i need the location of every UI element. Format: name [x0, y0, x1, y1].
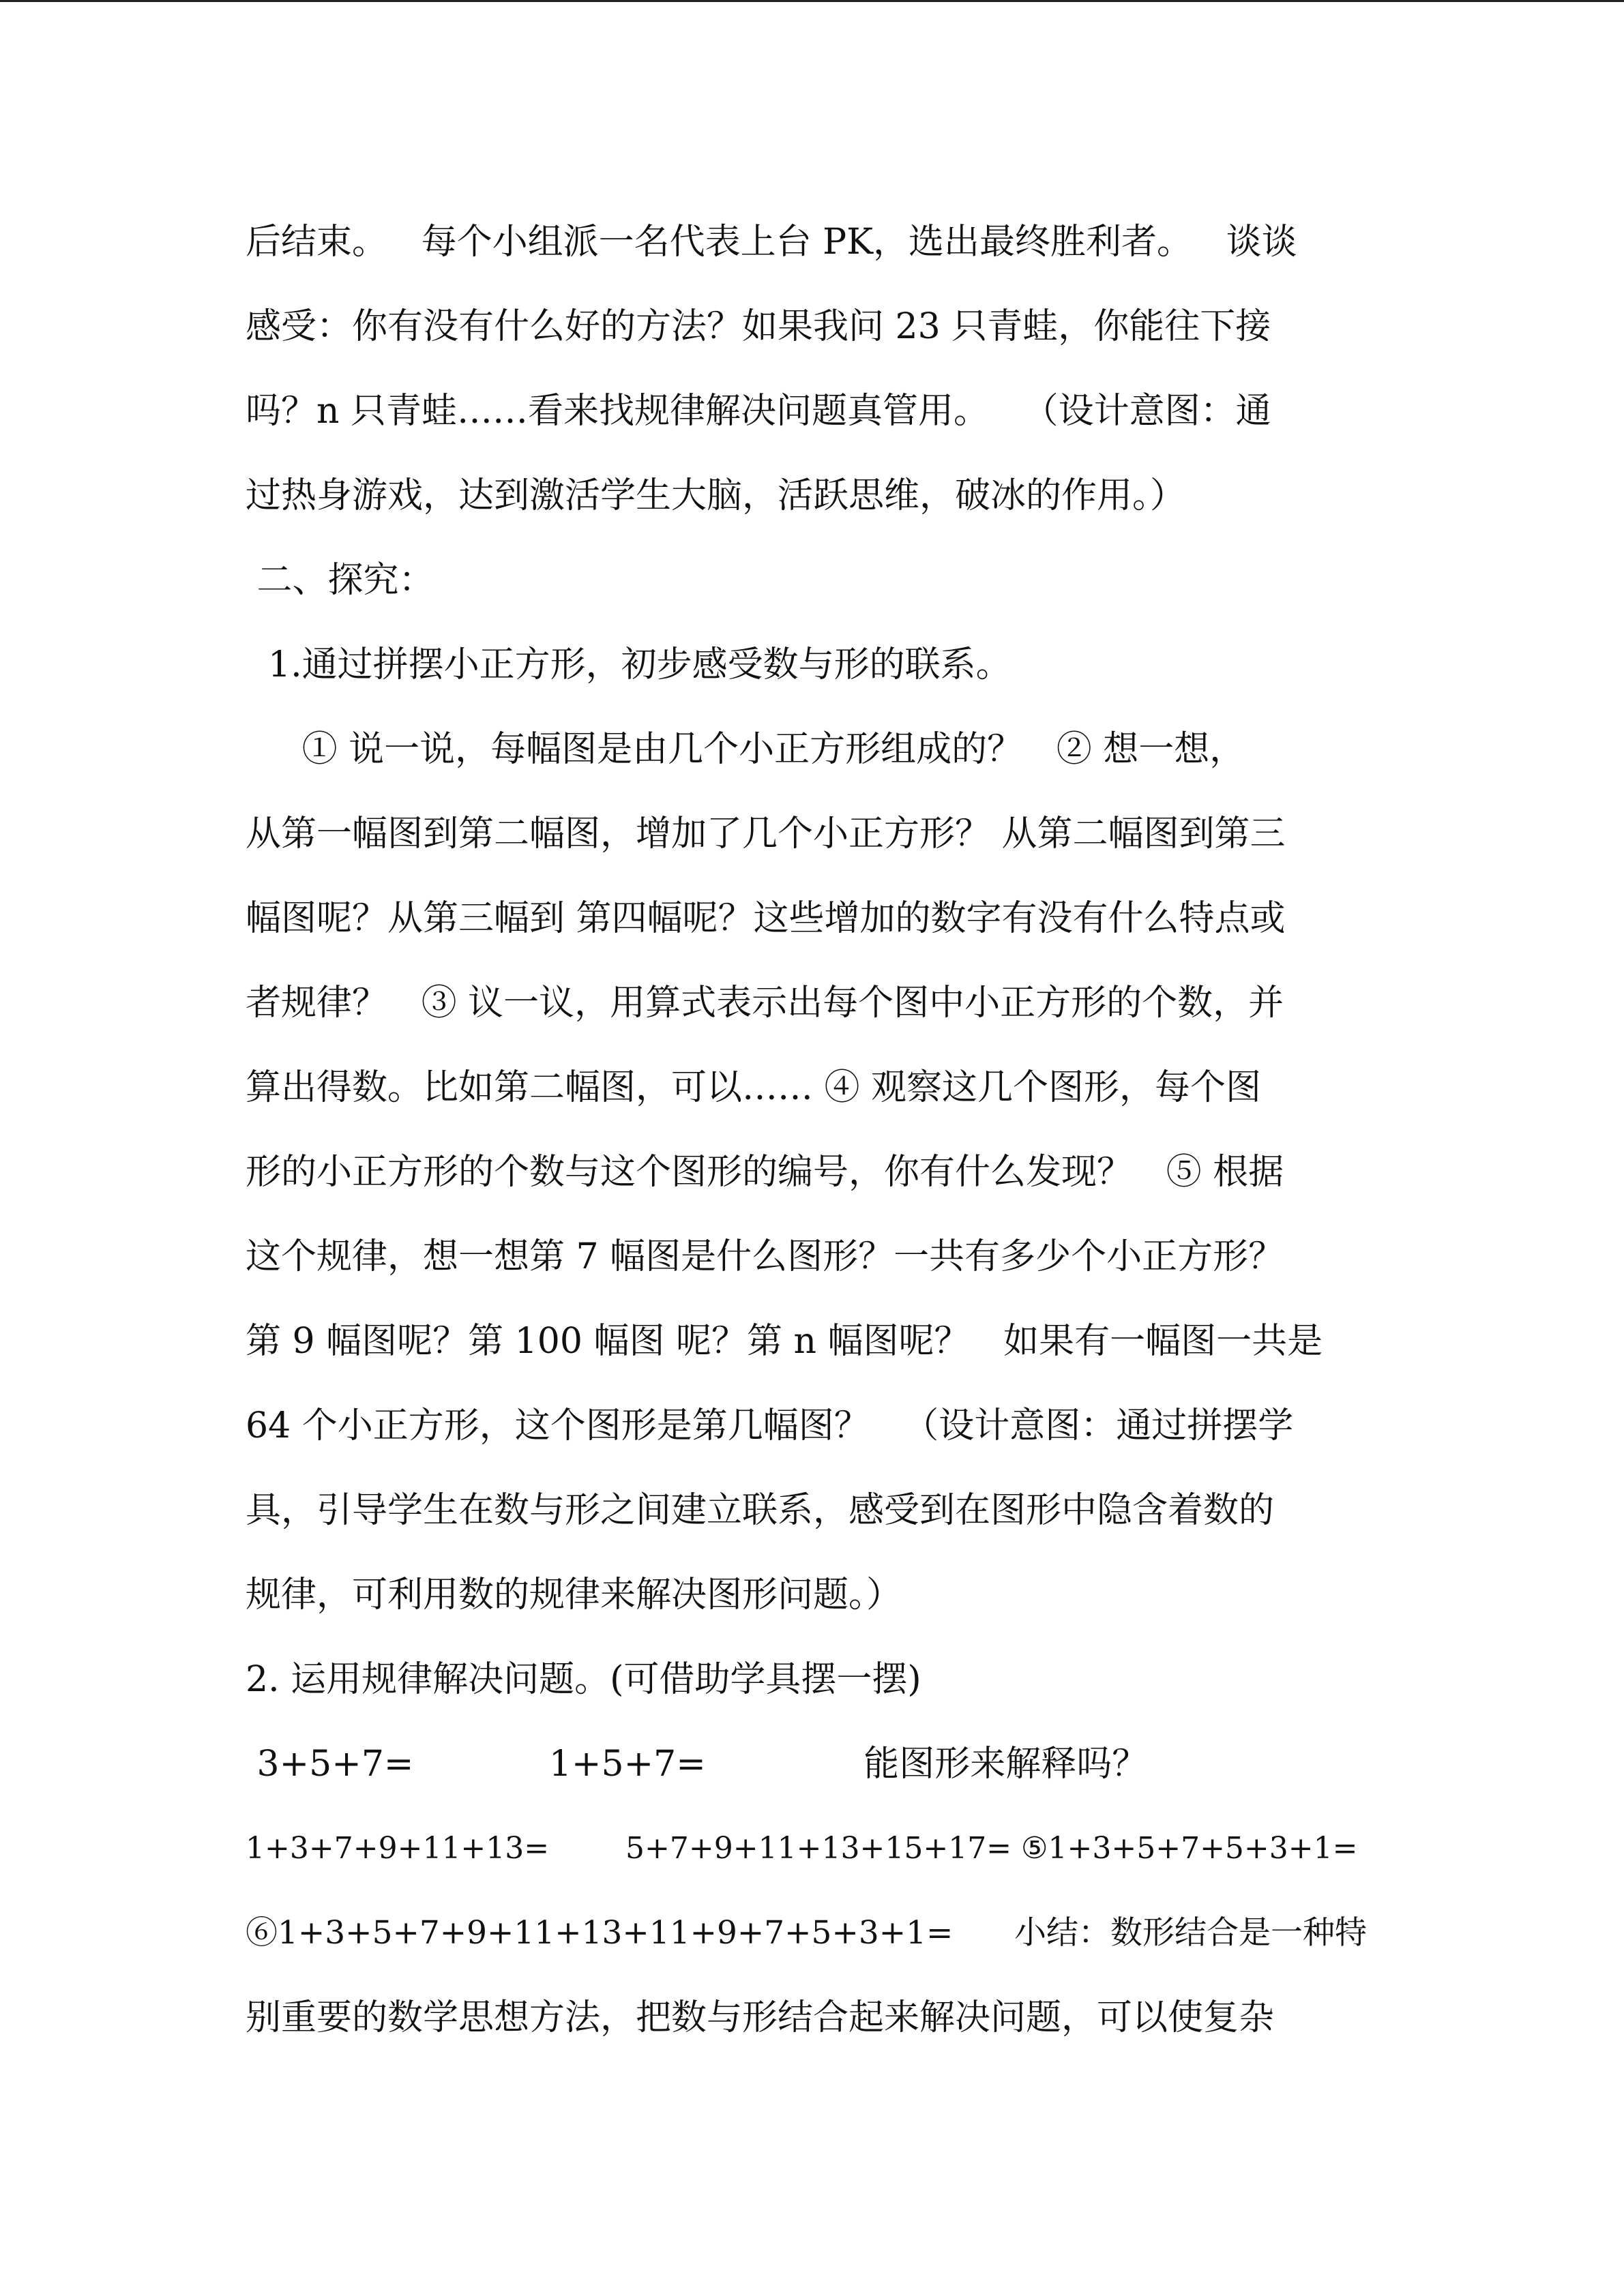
text-line: 别重要的数学思想方法，把数与形结合起来解决问题，可以使复杂: [246, 1997, 1275, 2038]
text-line: 第 9 幅图呢？第 100 幅图 呢？第 n 幅图呢？ 如果有一幅图一共是: [246, 1321, 1323, 1362]
text-line: 者规律？ ③ 议一议，用算式表示出每个图中小正方形的个数，并: [246, 983, 1284, 1024]
text-line: 幅图呢？从第三幅到 第四幅呢？这些增加的数字有没有什么特点或: [246, 898, 1286, 939]
text-line: 过热身游戏，达到激活学生大脑，活跃思维，破冰的作用。）: [246, 475, 1186, 516]
text-line: 后结束。 每个小组派一名代表上台 PK，选出最终胜利者。 谈谈: [246, 222, 1297, 263]
text-line: ① 说一说，每幅图是由几个小正方形组成的？ ② 想一想，: [246, 729, 1245, 770]
text-line: 规律，可利用数的规律来解决图形问题。）: [246, 1575, 902, 1615]
equation-line: 1+3+7+9+11+13= 5+7+9+11+13+15+17= ⑤1+3+5+7+5+3+1=: [246, 1831, 1358, 1866]
text-line: 形的小正方形的个数与这个图形的编号，你有什么发现？ ⑤ 根据: [246, 1152, 1284, 1193]
subsection-heading: 2. 运用规律解决问题。(可借助学具摆一摆): [246, 1659, 921, 1700]
text-line: 感受：你有没有什么好的方法？如果我问 23 只青蛙，你能往下接: [246, 306, 1271, 347]
equation-line: 3+5+7= 1+5+7= 能图形来解释吗？: [246, 1744, 1148, 1785]
text-line: 从第一幅图到第二幅图，增加了几个小正方形？ 从第二幅图到第三: [246, 814, 1286, 854]
text-line: 64 个小正方形，这个图形是第几幅图？ （设计意图：通过拼摆学: [246, 1405, 1294, 1446]
text-line: 这个规律，想一想第 7 幅图是什么图形？一共有多少个小正方形？: [246, 1236, 1284, 1277]
text-line: 算出得数。比如第二幅图，可以…… ④ 观察这几个图形，每个图: [246, 1067, 1262, 1108]
equation-line: ⑥1+3+5+7+9+11+13+11+9+7+5+3+1= 小结：数形结合是一种特: [246, 1914, 1368, 1952]
section-heading: 二、探究：: [246, 560, 434, 601]
text-line: 具，引导学生在数与形之间建立联系，感受到在图形中隐含着数的: [246, 1490, 1275, 1531]
subsection-heading: 1.通过拼摆小正方形，初步感受数与形的联系。: [246, 644, 1012, 685]
text-line: 吗？n 只青蛙……看来找规律解决问题真管用。 （设计意图：通: [246, 391, 1271, 432]
